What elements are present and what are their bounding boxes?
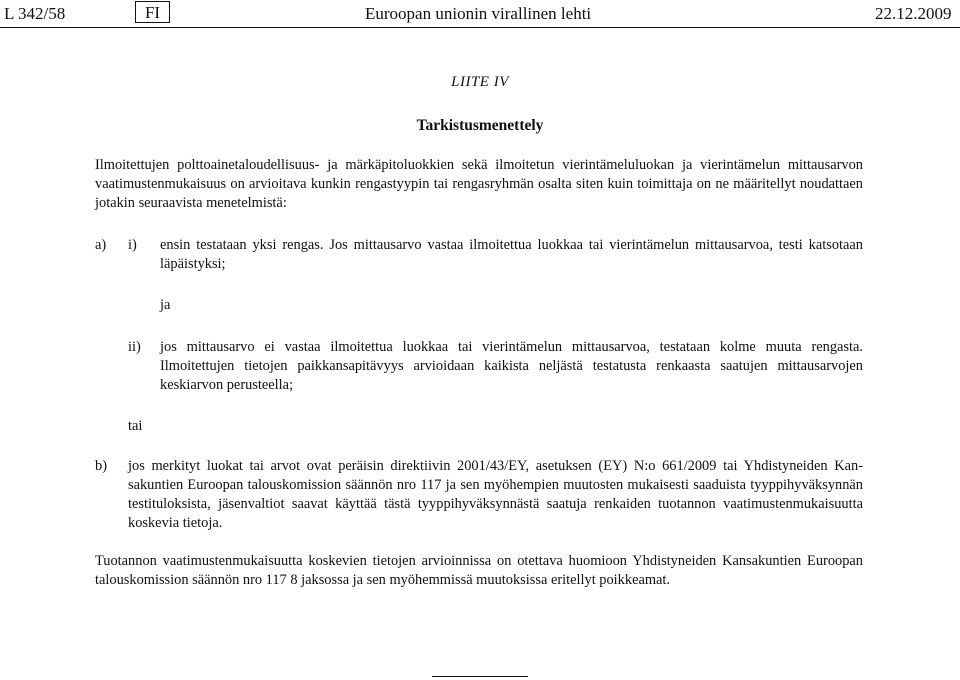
section-title: Tarkistusmenettely xyxy=(416,117,544,134)
header-rule xyxy=(0,27,960,28)
page-reference: L 342/58 xyxy=(4,4,66,23)
item-a-i-marker: i) xyxy=(128,237,137,253)
page-header xyxy=(0,0,960,28)
item-a-ii-text: jos mittausarvo ei vastaa ilmoitettua luokkaa tai vierintämelun mittausarvoa, testataan kolme muuta rengasta. Ilmoitettujen tietojen paikkansapitävyys arvioidaan kaikista neljästä testatusta renkaasta saatujen mittausarvojen keskiarvon perusteella; xyxy=(160,339,863,393)
item-a-i-text: ensin testataan yksi rengas. Jos mittausarvo vastaa ilmoitettua luokkaa tai vierintämelun mittausarvoa, testi katsotaan läpäistyksi; xyxy=(160,237,863,272)
publication-date: 22.12.2009 xyxy=(875,4,952,23)
item-a-marker: a) xyxy=(95,237,107,253)
footer-rule xyxy=(432,676,528,677)
closing-paragraph: Tuotannon vaatimustenmukaisuutta koskevien tietojen arvioinnissa on otettava huomioon Yhdistyneiden Kansakuntien Euroopan talouskomission säännön nro 117 8 jaksossa ja sen myöhemmissä muutoksissa eritellyt poikkeamat. xyxy=(95,553,863,588)
separator-tai: tai xyxy=(128,418,143,434)
annex-label: LIITE IV xyxy=(451,74,509,90)
journal-title: Euroopan unionin virallinen lehti xyxy=(365,4,592,23)
language-code-box: FI xyxy=(135,1,170,23)
item-a-ii-marker: ii) xyxy=(128,339,141,355)
item-b-text: jos merkityt luokat tai arvot ovat peräisin direktiivin 2001/43/EY, asetuksen (EY) N:o 661/2009 tai Yhdistyneiden Kansakuntien Euroopan talouskomission säännön nro 117 ja sen myöhempien muutosten mukaisesti saaduista tyyppihyväksynnän testituloksista, jäsenvaltiot saavat käyttää tästä tyyppihyväksynnästä saatuja renkaiden tuotannon vaatimustenmukaisuutta koskevia tietoja. xyxy=(128,458,863,531)
connector-ja: ja xyxy=(160,297,171,313)
item-b-marker: b) xyxy=(95,458,107,474)
intro-paragraph: Ilmoitettujen polttoainetaloudellisuus- ja märkäpitoluokkien sekä ilmoitetun vierintämeluluokan ja vierintämelun mittausarvon vaatimustenmukaisuus on arvioitava kunkin rengastyypin tai rengasryhmän osalta siten kuin toimittaja on ne määritellyt noudattaen jotakin seuraavista menetelmistä: xyxy=(95,157,863,211)
